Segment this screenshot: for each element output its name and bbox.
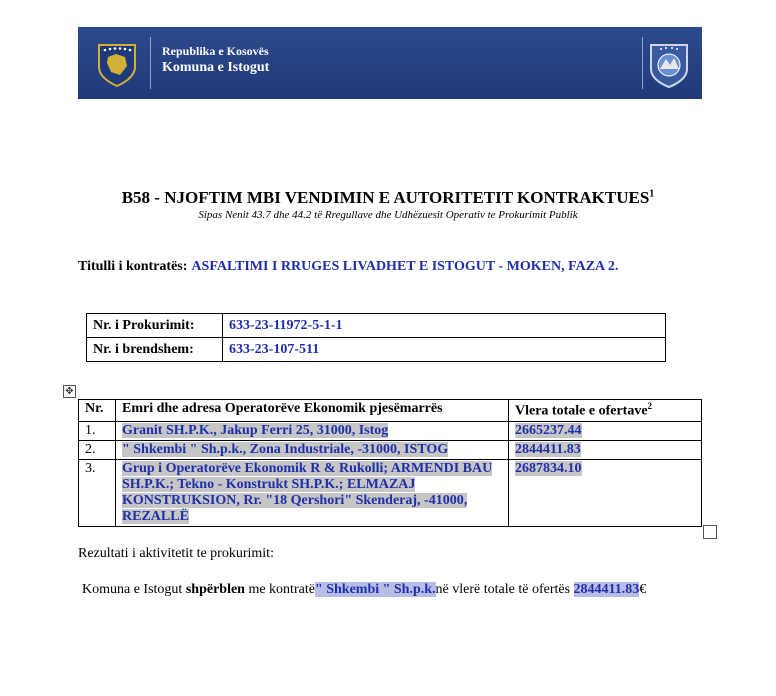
contract-title-label: Titulli i kontratës: <box>78 259 188 274</box>
banner-divider <box>150 37 151 89</box>
table-row <box>87 314 666 338</box>
procurement-number-value: 633-23-11972-5-1-1 <box>223 314 666 338</box>
result-label: Rezultati i aktivitetit te prokurimit: <box>78 546 274 561</box>
republic-name: Republika e Kosovës <box>162 44 269 58</box>
award-verb: shpërblen <box>185 582 245 597</box>
table-resize-handle-icon[interactable] <box>703 525 717 539</box>
bid-nr: 3. <box>79 459 116 526</box>
column-header-value: Vlera totale e ofertave$^2$ <box>509 400 702 422</box>
bid-nr: 1. <box>79 421 116 440</box>
kosovo-coat-of-arms-icon <box>96 41 138 87</box>
bid-amount: 2665237.44 <box>509 421 702 440</box>
banner-divider-right <box>642 37 643 89</box>
table-row <box>87 338 666 362</box>
municipality-name: Komuna e Istogut <box>162 60 270 75</box>
procurement-ids-table <box>86 313 666 362</box>
notice-title: B58 - NJOFTIM MBI VENDIMIN E AUTORITETIT KONTRAKTUES$^1$ <box>121 188 655 207</box>
award-company: " Shkembi " Sh.p.k. <box>314 582 436 597</box>
bid-operator: Grup i Operatorëve Ekonomik R & Rukolli; ARMENDI BAU SH.P.K.; Tekno - Konstrukt SH.P.K.; ELMAZAJ KONSTRUKSION, Rr. "18 Qershori" Skenderaj, -41000, REZALLË <box>116 459 509 526</box>
header-banner <box>78 27 702 99</box>
table-header-row <box>79 400 702 422</box>
bids-table <box>78 399 702 527</box>
istog-emblem-icon <box>648 39 690 89</box>
table-row <box>79 459 702 526</box>
bid-amount: 2687834.10 <box>509 459 702 526</box>
table-row <box>79 440 702 459</box>
award-amount: 2844411.83 <box>573 582 640 597</box>
column-header-operator: Emri dhe adresa Operatorëve Ekonomik pjesëmarrës <box>116 400 509 422</box>
title-footnote-ref: 1 <box>649 188 655 200</box>
bid-amount: 2844411.83 <box>509 440 702 459</box>
table-move-handle-icon[interactable]: ✥ <box>63 385 76 398</box>
bid-nr: 2. <box>79 440 116 459</box>
table-row <box>79 421 702 440</box>
award-statement <box>82 582 646 598</box>
internal-number-value: 633-23-107-511 <box>223 338 666 362</box>
award-mid: me kontratë <box>248 582 315 597</box>
award-mid2: në vlerë totale të ofertës <box>435 582 571 597</box>
bid-operator: " Shkembi " Sh.p.k., Zona Industriale, -31000, ISTOG <box>116 440 509 459</box>
value-footnote-ref: 2 <box>647 401 653 411</box>
award-prefix: Komuna e Istogut <box>82 582 183 597</box>
contract-title-value: ASFALTIMI I RRUGES LIVADHET E ISTOGUT - MOKEN, FAZA 2. <box>191 259 619 274</box>
award-currency: € <box>639 582 647 597</box>
notice-subtitle: Sipas Nenit 43.7 dhe 44.2 të Rregullave dhe Udhëzuesit Operativ te Prokurimit Publik <box>198 209 578 221</box>
contract-title-line <box>78 259 618 275</box>
internal-number-label: Nr. i brendshem: <box>87 338 223 362</box>
procurement-number-label: Nr. i Prokurimit: <box>87 314 223 338</box>
column-header-nr: Nr. <box>79 400 116 422</box>
bid-operator: Granit SH.P.K., Jakup Ferri 25, 31000, Istog <box>116 421 509 440</box>
